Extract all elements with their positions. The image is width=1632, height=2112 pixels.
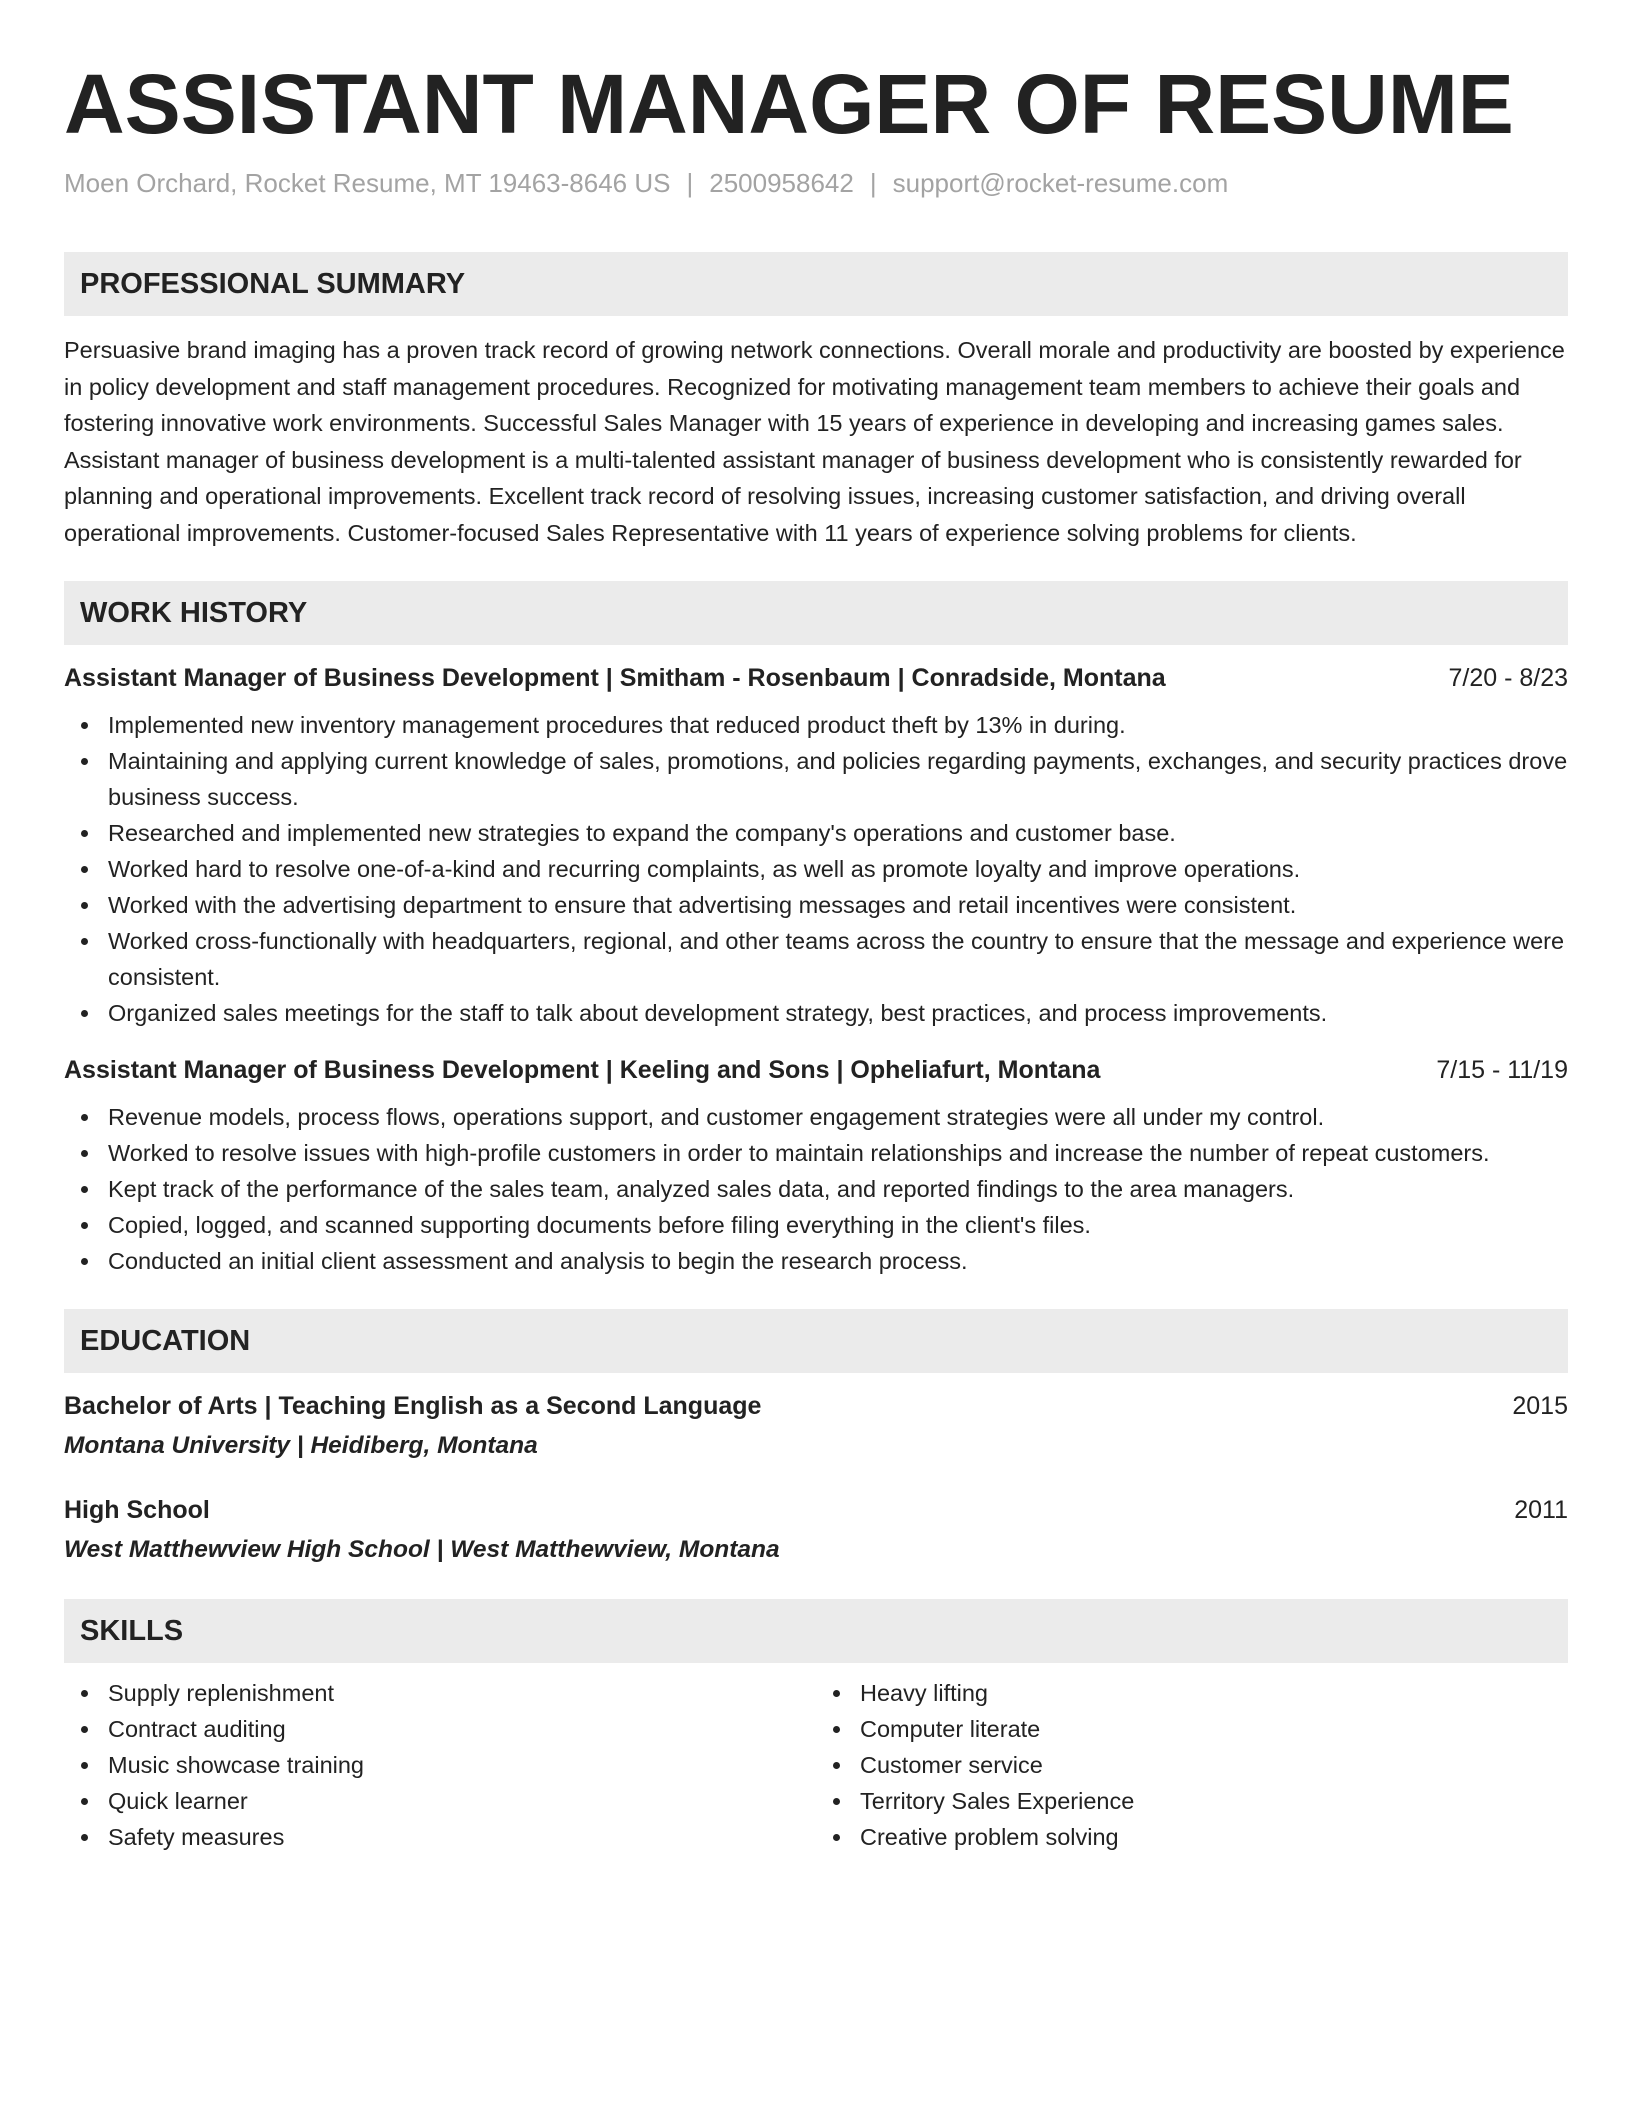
list-item: Kept track of the performance of the sales team, analyzed sales data, and reported findings to the area managers. bbox=[108, 1171, 1568, 1207]
list-item: Implemented new inventory management procedures that reduced product theft by 13% in during. bbox=[108, 707, 1568, 743]
section-title: EDUCATION bbox=[80, 1324, 251, 1357]
skill-item: Music showcase training bbox=[108, 1747, 816, 1783]
skills-list-right bbox=[816, 1675, 1568, 1855]
list-item: Conducted an initial client assessment and analysis to begin the research process. bbox=[108, 1243, 1568, 1279]
job-dates: 7/20 - 8/23 bbox=[1448, 664, 1568, 692]
job-header bbox=[64, 1053, 1568, 1087]
section-title: PROFESSIONAL SUMMARY bbox=[80, 267, 466, 300]
list-item: Worked hard to resolve one-of-a-kind and recurring complaints, as well as promote loyalty and improve operations. bbox=[108, 851, 1568, 887]
skill-item: Heavy lifting bbox=[860, 1675, 1568, 1711]
education-degree: High School bbox=[64, 1496, 210, 1524]
contact-separator: | bbox=[686, 168, 694, 198]
job-dates: 7/15 - 11/19 bbox=[1436, 1056, 1568, 1084]
skill-item: Quick learner bbox=[108, 1783, 816, 1819]
skill-item: Contract auditing bbox=[108, 1711, 816, 1747]
resume-name: ASSISTANT MANAGER OF RESUME bbox=[64, 57, 1514, 151]
list-item: Worked to resolve issues with high-profile customers in order to maintain relationships and increase the number of repeat customers. bbox=[108, 1135, 1568, 1171]
skill-item: Creative problem solving bbox=[860, 1819, 1568, 1855]
job-title: Assistant Manager of Business Development | Keeling and Sons | Opheliafurt, Montana bbox=[64, 1056, 1101, 1084]
contact-address: Moen Orchard, Rocket Resume, MT 19463-8646 US bbox=[64, 168, 671, 198]
section-header-summary bbox=[64, 252, 1568, 316]
list-item: Maintaining and applying current knowledge of sales, promotions, and policies regarding payments, exchanges, and security practices drove business success. bbox=[108, 743, 1568, 815]
contact-line bbox=[64, 166, 1568, 200]
section-title: WORK HISTORY bbox=[80, 596, 308, 629]
education-degree: Bachelor of Arts | Teaching English as a Second Language bbox=[64, 1392, 762, 1420]
job-header bbox=[64, 661, 1568, 695]
skill-item: Customer service bbox=[860, 1747, 1568, 1783]
summary-paragraph: Persuasive brand imaging has a proven track record of growing network connections. Overall morale and productivity are boosted by experience in policy development and staff management procedures. Recognized for motivating management team members to achieve their goals and fostering innovative work environments. Successful Sales Manager with 15 years of experience in developing and increasing games sales. Assistant manager of business development is a multi-talented assistant manager of business development who is consistently rewarded for planning and operational improvements. Excellent track record of resolving issues, increasing customer satisfaction, and driving overall operational improvements. Customer-focused Sales Representative with 11 years of experience solving problems for clients. bbox=[64, 337, 1565, 546]
section-header-work-history bbox=[64, 581, 1568, 645]
education-header bbox=[64, 1493, 1568, 1527]
job-title: Assistant Manager of Business Development | Smitham - Rosenbaum | Conradside, Montana bbox=[64, 664, 1166, 692]
list-item: Researched and implemented new strategies to expand the company's operations and customer base. bbox=[108, 815, 1568, 851]
list-item: Worked with the advertising department to ensure that advertising messages and retail incentives were consistent. bbox=[108, 887, 1568, 923]
skill-item: Safety measures bbox=[108, 1819, 816, 1855]
education-school: Montana University | Heidiberg, Montana bbox=[64, 1432, 538, 1459]
list-item: Worked cross-functionally with headquarters, regional, and other teams across the country to ensure that the message and experience were consistent. bbox=[108, 923, 1568, 995]
education-year: 2015 bbox=[1512, 1392, 1568, 1420]
job-bullet-list bbox=[64, 1099, 1568, 1279]
section-header-education bbox=[64, 1309, 1568, 1373]
skill-item: Territory Sales Experience bbox=[860, 1783, 1568, 1819]
list-item: Revenue models, process flows, operations support, and customer engagement strategies were all under my control. bbox=[108, 1099, 1568, 1135]
contact-separator: | bbox=[869, 168, 877, 198]
skills-list-left bbox=[64, 1675, 816, 1855]
section-title: SKILLS bbox=[80, 1614, 184, 1647]
skills-grid bbox=[64, 1675, 1568, 1855]
job-bullet-list bbox=[64, 707, 1568, 1031]
contact-email: support@rocket-resume.com bbox=[892, 168, 1229, 198]
list-item: Organized sales meetings for the staff to talk about development strategy, best practices, and process improvements. bbox=[108, 995, 1568, 1031]
education-year: 2011 bbox=[1514, 1496, 1568, 1524]
skill-item: Supply replenishment bbox=[108, 1675, 816, 1711]
contact-phone: 2500958642 bbox=[709, 168, 854, 198]
list-item: Copied, logged, and scanned supporting documents before filing everything in the client's files. bbox=[108, 1207, 1568, 1243]
section-header-skills bbox=[64, 1599, 1568, 1663]
education-header bbox=[64, 1389, 1568, 1423]
education-school: West Matthewview High School | West Matthewview, Montana bbox=[64, 1536, 780, 1563]
skill-item: Computer literate bbox=[860, 1711, 1568, 1747]
